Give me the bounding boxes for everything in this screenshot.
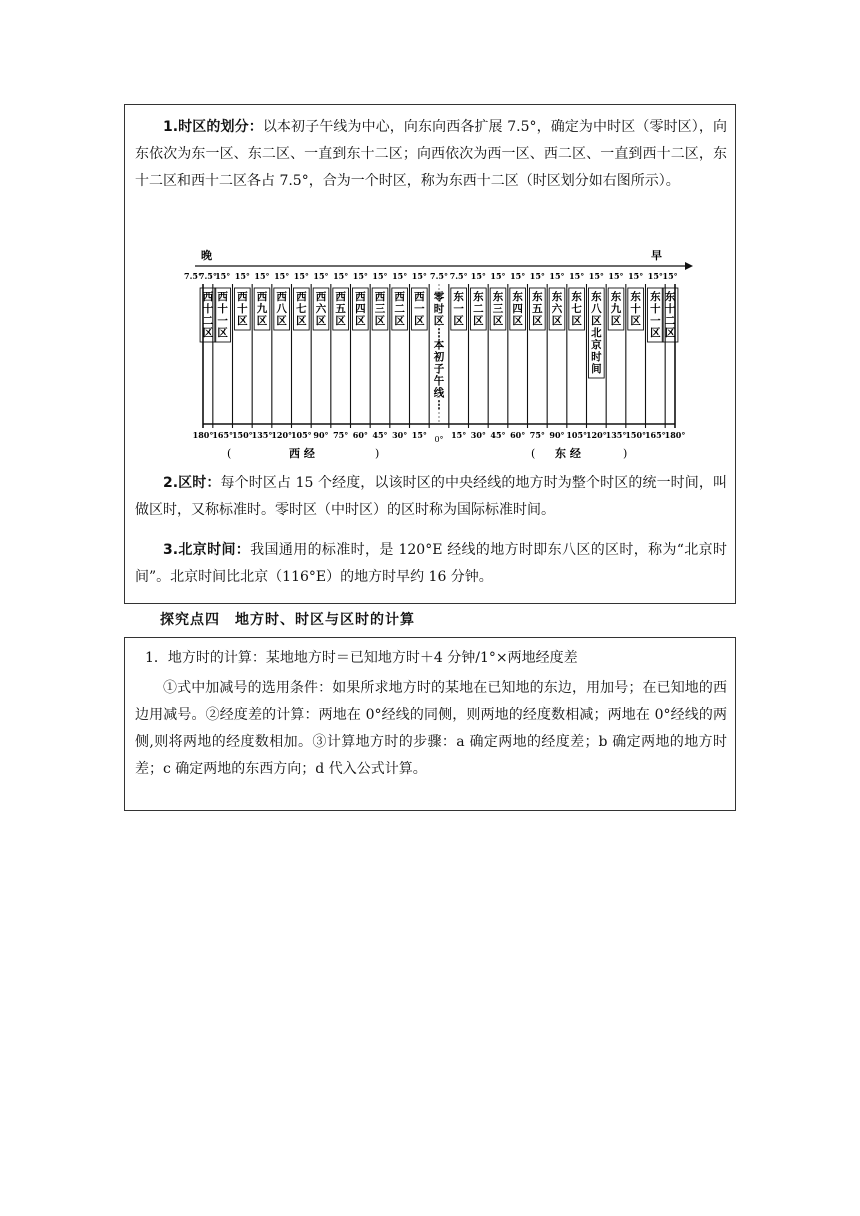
- zone-name-char: 线: [433, 387, 445, 399]
- zone-name-char: 东: [492, 291, 504, 303]
- zone-name-char: 九: [256, 303, 268, 315]
- zone-label: [433, 290, 445, 411]
- zone-name-char: 区: [512, 315, 523, 327]
- zone-name-char: 东: [551, 291, 563, 303]
- longitude-label-west: 90°: [313, 430, 329, 440]
- zone-width-label: 15°: [510, 271, 526, 281]
- paragraph-zone-time: [135, 470, 727, 524]
- zone-width-label: 15°: [254, 271, 270, 281]
- svg-text:(: (: [227, 447, 232, 460]
- zone-name-char: 九: [610, 303, 622, 315]
- zone-label: [628, 288, 644, 330]
- zone-name-char: 西: [296, 291, 307, 303]
- zone-name-char: 西: [237, 291, 248, 303]
- zone-name-char: 区: [315, 315, 327, 327]
- zone-label: [549, 288, 565, 330]
- zone-name-char: 东: [512, 291, 523, 303]
- text-beijing-time: 我国通用的标准时，是 120°E 经线的地方时即东八区的区时，称为“北京时间”。北京时间比北京（116°E）的地方时早约 16 分钟。: [135, 542, 728, 585]
- zone-name-char: 三: [374, 303, 386, 315]
- zone-name-char: 区: [630, 315, 641, 327]
- time-zone-box: [124, 104, 736, 604]
- zone-label: [490, 288, 506, 330]
- longitude-label-west: 150°: [231, 430, 253, 440]
- longitude-label-west: 15°: [411, 430, 427, 440]
- calculation-box: [124, 637, 736, 811]
- zone-name-char: ⋮: [433, 399, 445, 411]
- zone-name-char: 一: [217, 315, 228, 327]
- longitude-label-west: 105°: [290, 430, 312, 440]
- zone-name-char: 西: [217, 291, 228, 303]
- zone-width-label: 15°: [411, 271, 427, 281]
- zone-name-char: 二: [473, 303, 484, 315]
- zone-name-char: 东: [571, 291, 582, 303]
- zone-name-char: 西: [394, 291, 405, 303]
- zone-label: [215, 288, 231, 342]
- zone-width-label: 15°: [569, 271, 585, 281]
- zone-name-char: 十: [664, 303, 676, 315]
- zone-label: [372, 288, 388, 330]
- zone-label: [235, 288, 251, 330]
- zone-width-label: 7.5°: [449, 271, 468, 281]
- zone-label: [510, 288, 526, 330]
- longitude-label-west: 165°: [212, 430, 234, 440]
- zone-name-char: ⋮: [433, 327, 445, 339]
- svg-text:(: (: [531, 447, 536, 460]
- zone-name-char: 八: [591, 303, 602, 315]
- zone-width-label: 15°: [608, 271, 624, 281]
- zone-name-char: 本: [433, 339, 445, 351]
- zone-name-char: 区: [473, 315, 484, 327]
- zone-width-label: 15°: [470, 271, 486, 281]
- zone-label: [451, 288, 467, 330]
- zone-name-char: 东: [610, 291, 622, 303]
- zone-width-label: 15°: [313, 271, 329, 281]
- zone-name-char: 东: [664, 291, 676, 303]
- zone-name-char: 区: [650, 327, 661, 339]
- zone-name-char: 区: [217, 327, 228, 339]
- longitude-label-east: 120°: [585, 430, 607, 440]
- zone-label: [333, 288, 349, 330]
- longitude-label-west: 30°: [392, 430, 408, 440]
- zone-name-char: 十: [630, 303, 641, 315]
- zone-name-char: 六: [315, 303, 327, 315]
- zone-name-char: 东: [591, 291, 602, 303]
- zone-name-char: 西: [355, 291, 366, 303]
- zone-name-char: 三: [492, 303, 504, 315]
- zone-name-char: 十: [237, 303, 248, 315]
- zone-label: [254, 288, 270, 330]
- longitude-label-east: 30°: [470, 430, 486, 440]
- zone-name-char: 东: [650, 291, 661, 303]
- zone-width-label: 15°: [352, 271, 368, 281]
- longitude-label-west: 120°: [271, 430, 293, 440]
- zone-name-char: 西: [414, 291, 425, 303]
- zone-name-char: 区: [571, 315, 582, 327]
- zone-name-char: 间: [591, 363, 602, 375]
- zone-label: [648, 288, 664, 342]
- zone-width-label: 15°: [215, 271, 231, 281]
- zone-label: [589, 288, 605, 378]
- zone-name-char: 区: [256, 315, 268, 327]
- zone-width-label: 7.5°: [430, 271, 448, 281]
- zone-width-label: 7.5°: [198, 271, 217, 281]
- zone-name-char: 西: [202, 291, 214, 303]
- zone-name-char: 十: [217, 303, 228, 315]
- zone-label: [569, 288, 585, 330]
- zone-width-label: 15°: [372, 271, 388, 281]
- zone-name-char: 区: [551, 315, 563, 327]
- zone-name-char: 二: [664, 315, 676, 327]
- zone-name-char: 一: [414, 303, 425, 315]
- west-longitude-label: 西 经: [289, 447, 315, 460]
- longitude-label-east: 135°: [605, 430, 627, 440]
- longitude-label-east: 75°: [529, 430, 545, 440]
- zone-name-char: 十: [650, 303, 661, 315]
- zone-label: [392, 288, 408, 330]
- svg-text:): ): [375, 447, 380, 460]
- zone-name-char: 区: [492, 315, 504, 327]
- zone-name-char: 时: [433, 303, 445, 315]
- zone-name-char: 北: [591, 327, 602, 339]
- zone-name-char: 西: [374, 291, 386, 303]
- zone-name-char: 五: [335, 303, 346, 315]
- zone-width-label: 15°: [392, 271, 408, 281]
- paragraph-time-zone-division: [135, 114, 727, 195]
- zone-name-char: 区: [276, 315, 287, 327]
- zone-label: [294, 288, 310, 330]
- zone-label: [530, 288, 546, 330]
- zone-width-label: 7.5°: [184, 271, 202, 281]
- zone-label: [471, 288, 487, 330]
- label-beijing-time: 3.北京时间：: [163, 542, 251, 558]
- zone-name-char: 区: [433, 315, 445, 327]
- longitude-label-west: 45°: [372, 430, 388, 440]
- zone-name-char: 二: [394, 303, 405, 315]
- zone-name-char: 八: [276, 303, 287, 315]
- zone-name-char: 区: [335, 315, 346, 327]
- zone-width-label: 15°: [490, 271, 506, 281]
- hemisphere-labels: [227, 446, 627, 460]
- longitude-label-west: 135°: [251, 430, 273, 440]
- zone-name-char: 西: [315, 291, 327, 303]
- zone-name-char: 四: [355, 303, 366, 315]
- zone-width-label: 15°: [529, 271, 545, 281]
- zone-width-label: 15°: [647, 271, 663, 281]
- label-time-zone-division: 1.时区的划分：: [163, 119, 263, 135]
- section-heading: 探究点四 地方时、时区与区时的计算: [160, 612, 415, 628]
- zone-name-char: 午: [433, 375, 445, 387]
- zone-name-char: 区: [394, 315, 405, 327]
- zone-name-char: 区: [591, 315, 602, 327]
- zone-label: [313, 288, 329, 330]
- zone-label: [353, 288, 369, 330]
- zone-name-char: 东: [453, 291, 464, 303]
- local-time-formula: 1．地方时的计算：某地地方时＝已知地方时＋4 分钟/1°×两地经度差: [145, 650, 578, 666]
- zone-name-char: 区: [532, 315, 543, 327]
- zone-name-char: 区: [355, 315, 366, 327]
- zone-name-char: 区: [453, 315, 464, 327]
- zone-name-char: 七: [296, 303, 307, 315]
- zone-name-char: 四: [512, 303, 523, 315]
- zone-width-label: 15°: [628, 271, 644, 281]
- zone-name-char: 东: [532, 291, 543, 303]
- longitude-label-east: 60°: [510, 430, 526, 440]
- longitude-label-west: 75°: [333, 430, 349, 440]
- zone-name-char: 东: [473, 291, 484, 303]
- zone-width-label: 15°: [234, 271, 250, 281]
- longitude-label-east: 90°: [549, 430, 565, 440]
- morning-label: 早: [651, 249, 662, 262]
- zone-name-char: 京: [591, 339, 602, 351]
- zone-name-char: 一: [453, 303, 464, 315]
- zone-name-char: 区: [414, 315, 425, 327]
- zone-width-label: 15°: [549, 271, 565, 281]
- longitude-label-east: 45°: [490, 430, 506, 440]
- longitude-label-east: 105°: [566, 430, 588, 440]
- longitude-label-west: 60°: [352, 430, 368, 440]
- text-zone-time: 每个时区占 15 个经度，以该时区的中央经线的地方时为整个时区的统一时间，叫做区时，又称标准时。零时区（中时区）的区时称为国际标准时间。: [135, 475, 727, 518]
- zone-label: [200, 288, 216, 342]
- longitude-label-west: 180°: [192, 430, 214, 440]
- zone-name-char: 二: [202, 315, 214, 327]
- zone-name-char: 十: [202, 303, 214, 315]
- zone-name-char: 区: [237, 315, 248, 327]
- longitude-label-east: 165°: [644, 430, 666, 440]
- zone-name-char: 七: [571, 303, 582, 315]
- zone-name-char: 西: [256, 291, 268, 303]
- zone-width-label: 15°: [662, 271, 678, 281]
- zone-width-labels: [184, 271, 678, 281]
- longitude-label-zero: 0°: [434, 435, 444, 444]
- longitude-label-east: 15°: [451, 430, 467, 440]
- zone-name-char: 区: [296, 315, 307, 327]
- calculation-notes: ①式中加减号的选用条件：如果所求地方时的某地在已知地的东边，用加号；在已知地的西边用减号。②经度差的计算：两地在 0°经线的同侧，则两地的经度数相减；两地在 0°经线的两侧,则将两地的经度数相加。③计算地方时的步骤：a 确定两地的经度差；b 确定两地的地方时差；c 确定两地的东西方向；d 代入公式计算。: [135, 680, 727, 777]
- zone-width-label: 15°: [274, 271, 290, 281]
- label-zone-time: 2.区时：: [163, 475, 221, 491]
- zone-label: [608, 288, 624, 330]
- evening-label: 晚: [201, 249, 212, 262]
- zone-name-char: 区: [202, 327, 214, 339]
- zone-name-char: 时: [591, 351, 602, 363]
- zone-label: [412, 288, 428, 330]
- time-zone-diagram: [184, 248, 686, 466]
- zone-name-char: 初: [433, 351, 445, 363]
- text-time-zone-division: 以本初子午线为中心，向东向西各扩展 7.5°，确定为中时区（零时区），向东依次为东一区、东二区、一直到东十二区；向西依次为西一区、西二区、一直到西十二区，东十二区和西十二区各占 7.5°，合为一个时区，称为东西十二区（时区划分如右图所示）。: [135, 119, 728, 189]
- zone-name-char: 区: [610, 315, 622, 327]
- zone-width-label: 15°: [293, 271, 309, 281]
- zone-name-char: 六: [551, 303, 563, 315]
- zone-name-char: 西: [276, 291, 287, 303]
- zone-name-char: 零: [433, 291, 445, 303]
- zone-label: [274, 288, 290, 330]
- zone-name-char: 区: [374, 315, 386, 327]
- zone-name-char: 一: [650, 315, 661, 327]
- zone-name-char: 西: [335, 291, 346, 303]
- zone-name-char: 区: [664, 327, 676, 339]
- longitude-labels: [193, 430, 686, 444]
- paragraph-beijing-time: [135, 537, 727, 591]
- east-longitude-label: 东 经: [555, 447, 581, 460]
- zone-width-label: 15°: [333, 271, 349, 281]
- longitude-label-east: 150°: [625, 430, 647, 440]
- time-direction-arrow: [195, 262, 693, 270]
- zone-name-char: 子: [433, 363, 445, 375]
- zone-name-char: 五: [532, 303, 543, 315]
- zone-width-label: 15°: [588, 271, 604, 281]
- longitude-label-east: 180°: [664, 430, 686, 440]
- svg-text:): ): [623, 447, 628, 460]
- zone-name-char: 东: [630, 291, 641, 303]
